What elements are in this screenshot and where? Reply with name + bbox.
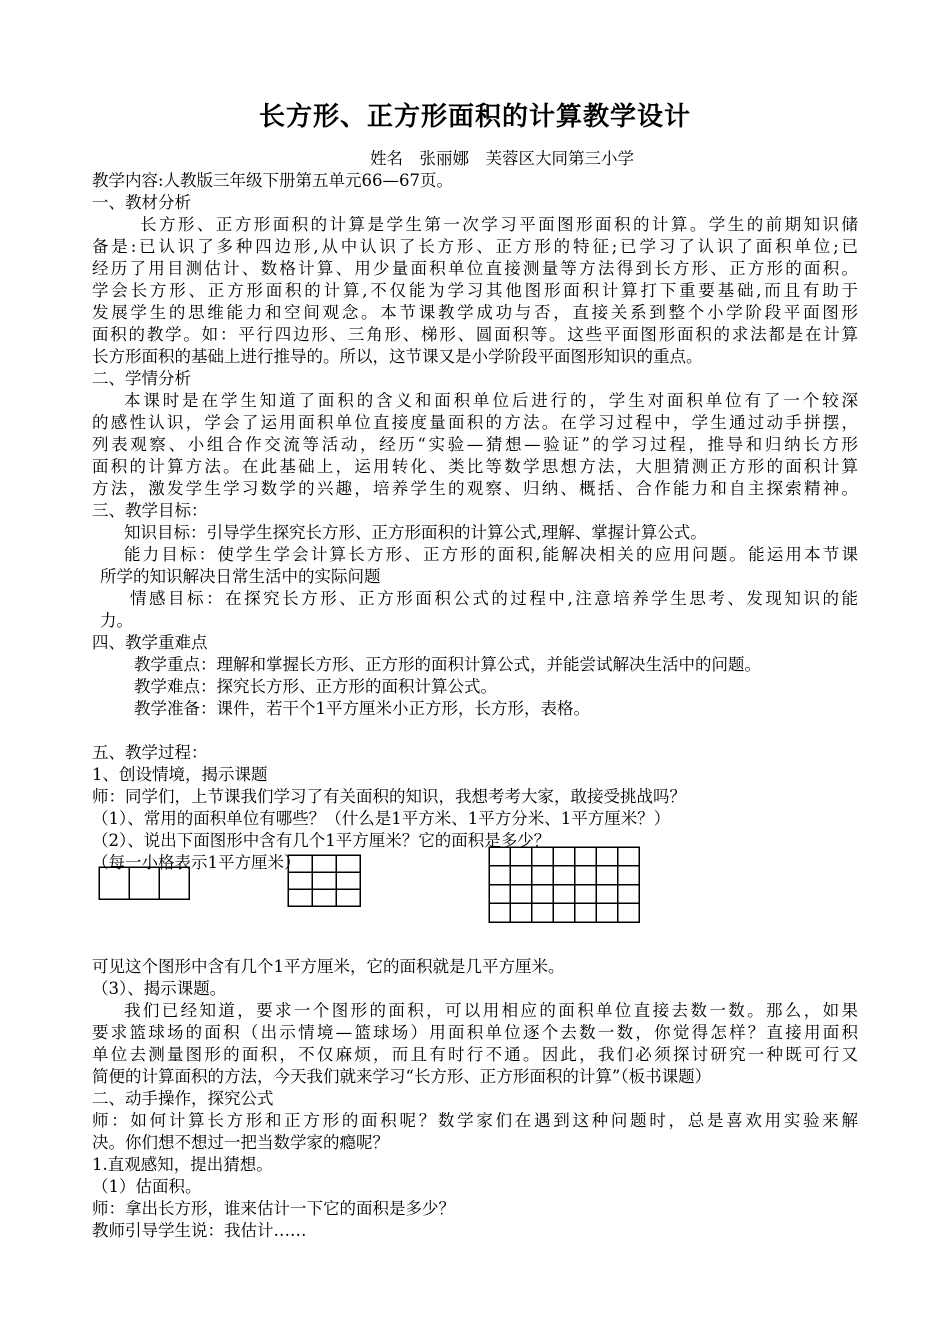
preparation: 教学准备：课件，若干个1平方厘米小正方形，长方形，表格。 (134, 699, 590, 718)
paragraph-line: 长方形面积的基础上进行推导的。所以，这节课又是小学阶段平面图形知识的重点。 (92, 347, 703, 366)
paragraph-line: 的感性认识，学会了运用面积单位直接度量面积的方法。在学习过程中，学生通过动手拼摆， (92, 413, 858, 432)
teacher-line: 师：同学们，上节课我们学习了有关面积的知识，我想考考大家，敢接受挑战吗？ (92, 787, 686, 806)
grid-note: （每一小格表示1平方厘米） (92, 853, 301, 872)
step-heading: 1.直观感知，提出猜想。 (92, 1155, 273, 1174)
question-3: （3）、揭示课题。 (92, 979, 227, 998)
goal-ability: 能力目标：使学生学会计算长方形、正方形的面积,能解决相关的应用问题。能运用本节课 (124, 545, 858, 564)
paragraph-line: 简便的计算面积的方法，今天我们就来学习“长方形、正方形面积的计算”（板书课题） (92, 1067, 712, 1086)
paragraph-line: 要求篮球场的面积（出示情境—篮球场）用面积单位逐个去数一数，你觉得怎样？直接用面积 (92, 1023, 858, 1042)
paragraph-line: 单位去测量图形的面积，不仅麻烦，而且有时行不通。因此，我们必须探讨研究一种既可行又 (92, 1045, 858, 1064)
guide-line: 教师引导学生说：我估计…… (92, 1221, 307, 1240)
content-line: 教学内容:人教版三年级下册第五单元66—67页。 (92, 171, 454, 190)
section-heading-5: 五、教学过程： (92, 743, 208, 762)
paragraph-line: 面积的计算方法。在此基础上，运用转化、类比等数学思想方法，大胆猜测正方形的面积计算 (92, 457, 858, 476)
paragraph-line: 长方形、正方形面积的计算是学生第一次学习平面图形面积的计算。学生的前期知识储 (140, 215, 858, 234)
goal-emotion-cont: 力。 (100, 611, 133, 630)
section-heading-2: 二、学情分析 (92, 369, 191, 388)
paragraph-line: 我们已经知道，要求一个图形的面积，可以用相应的面积单位直接去数一数。那么，如果 (124, 1001, 858, 1020)
section-heading-4: 四、教学重难点 (92, 633, 208, 652)
paragraph-line: 列表观察、小组合作交流等活动，经历“实验—猜想—验证”的学习过程，推导和归纳长方形 (92, 435, 858, 454)
author-line: 姓名 张丽娜 芙蓉区大同第三小学 (370, 149, 634, 168)
paragraph-line: 面积的教学。如：平行四边形、三角形、梯形、圆面积等。这些平面图形面积的求法都是在计算 (92, 325, 858, 344)
goal-knowledge: 知识目标：引导学生探究长方形、正方形面积的计算公式,理解、掌握计算公式。 (124, 523, 707, 542)
sub-step: （1）估面积。 (92, 1177, 202, 1196)
grid-4x7 (488, 846, 642, 924)
grid-3x3 (287, 854, 363, 908)
teacher-line-cont: 决。你们想不想过一把当数学家的瘾呢？ (92, 1133, 389, 1152)
paragraph-line: 发展学生的思维能力和空间观念。本节课教学成功与否，直接关系到整个小学阶段平面图形 (92, 303, 858, 322)
section-heading-1: 一、教材分析 (92, 193, 191, 212)
goal-emotion: 情感目标：在探究长方形、正方形面积公式的过程中,注意培养学生思考、发现知识的能 (130, 589, 858, 608)
paragraph-line: 方法，激发学生学习数学的兴趣，培养学生的观察、归纳、概括、合作能力和自主探索精神。 (92, 479, 858, 498)
paragraph-line: 本课时是在学生知道了面积的含义和面积单位后进行的，学生对面积单位有了一个较深 (124, 391, 858, 410)
question-1: （1）、常用的面积单位有哪些？（什么是1平方米、1平方分米、1平方厘米？） (92, 809, 671, 828)
difficult-point: 教学难点：探究长方形、正方形的面积计算公式。 (134, 677, 497, 696)
step-heading: 1、创设情境，揭示课题 (92, 765, 268, 784)
page-title: 长方形、正方形面积的计算教学设计 (258, 102, 691, 132)
grid-1x3 (98, 866, 192, 902)
conclusion-line: 可见这个图形中含有几个1平方厘米，它的面积就是几平方厘米。 (92, 957, 565, 976)
teacher-line: 师：拿出长方形，谁来估计一下它的面积是多少？ (92, 1199, 455, 1218)
paragraph-line: 经历了用目测估计、数格计算、用少量面积单位直接测量等方法得到长方形、正方形的面积。 (92, 259, 858, 278)
paragraph-line: 备是:已认识了多种四边形,从中认识了长方形、正方形的特征;已学习了认识了面积单位;已 (92, 237, 858, 256)
section-heading-3: 三、教学目标： (92, 501, 208, 520)
paragraph-line: 学会长方形、正方形面积的计算,不仅能为学习其他图形面积计算打下重要基础,而且有助于 (92, 281, 858, 300)
goal-ability-cont: 所学的知识解决日常生活中的实际问题 (100, 567, 381, 586)
question-2: （2）、说出下面图形中含有几个1平方厘米？它的面积是多少？ (92, 831, 551, 850)
teacher-line: 师：如何计算长方形和正方形的面积呢？数学家们在遇到这种问题时，总是喜欢用实验来解 (92, 1111, 858, 1130)
section-heading-6: 二、动手操作，探究公式 (92, 1089, 274, 1108)
key-point: 教学重点：理解和掌握长方形、正方形的面积计算公式，并能尝试解决生活中的问题。 (134, 655, 761, 674)
